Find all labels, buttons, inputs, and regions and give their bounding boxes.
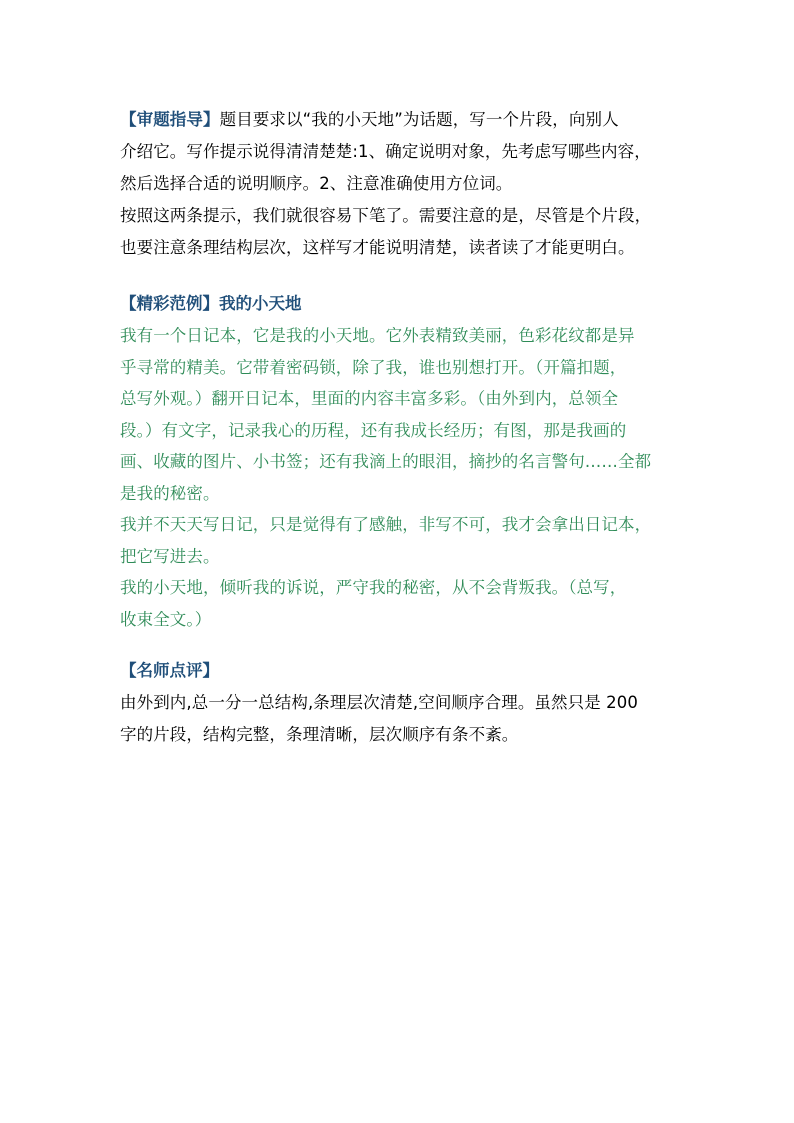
essay-line-1: 我有一个日记本，它是我的小天地。它外表精致美丽，色彩花纹都是异 — [120, 326, 635, 345]
guide-line-5: 也要注意条理结构层次，这样写才能说明清楚，读者读了才能更明白。 — [120, 238, 635, 257]
section-heading-sample-essay: 【精彩范例】我的小天地 — [120, 294, 302, 313]
guide-line-3: 然后选择合适的说明顺序。2、注意准确使用方位词。 — [120, 174, 513, 193]
essay-line-2: 乎寻常的精美。它带着密码锁，除了我，谁也别想打开。（开篇扣题， — [120, 357, 627, 377]
essay-line-8: 把它写进去。 — [120, 546, 220, 566]
review-line-1: 由外到内,总一分一总结构,条理层次清楚,空间顺序合理。虽然只是 200 — [120, 693, 638, 712]
section-sample-essay — [120, 288, 700, 635]
section-teacher-review — [120, 655, 700, 751]
essay-line-5: 画、收藏的图片、小书签；还有我滴上的眼泪，摘抄的名言警句……全都 — [120, 452, 652, 471]
guide-text: 题目要求以“我的小天地”为话题，写一个片段，向别人 — [219, 110, 619, 129]
essay-line-9: 我的小天地，倾听我的诉说，严守我的秘密，从不会背叛我。（总写， — [120, 578, 627, 597]
section-heading-teacher-review: 【名师点评】 — [120, 661, 219, 680]
guide-line-1 — [120, 104, 700, 136]
essay-line-4: 段。）有文字，记录我心的历程，还有我成长经历；有图，那是我画的 — [120, 420, 627, 440]
section-review-guide — [120, 104, 700, 264]
guide-line-4: 按照这两条提示，我们就很容易下笔了。需要注意的是，尽管是个片段， — [120, 206, 652, 225]
review-line-2: 字的片段，结构完整，条理清晰，层次顺序有条不紊。 — [120, 725, 519, 744]
essay-line-3: 总写外观。）翻开日记本，里面的内容丰富多彩。（由外到内，总领全 — [120, 389, 619, 408]
section-heading-review-guide: 【审题指导】 — [120, 110, 220, 129]
essay-line-6: 是我的秘密。 — [120, 483, 220, 503]
document-page — [120, 104, 700, 751]
essay-line-7: 我并不天天写日记，只是觉得有了感触，非写不可，我才会拿出日记本， — [120, 515, 652, 534]
guide-line-2: 介绍它。写作提示说得清清楚楚:1、确定说明对象，先考虑写哪些内容， — [120, 142, 651, 161]
essay-line-10: 收束全文。） — [120, 609, 212, 629]
